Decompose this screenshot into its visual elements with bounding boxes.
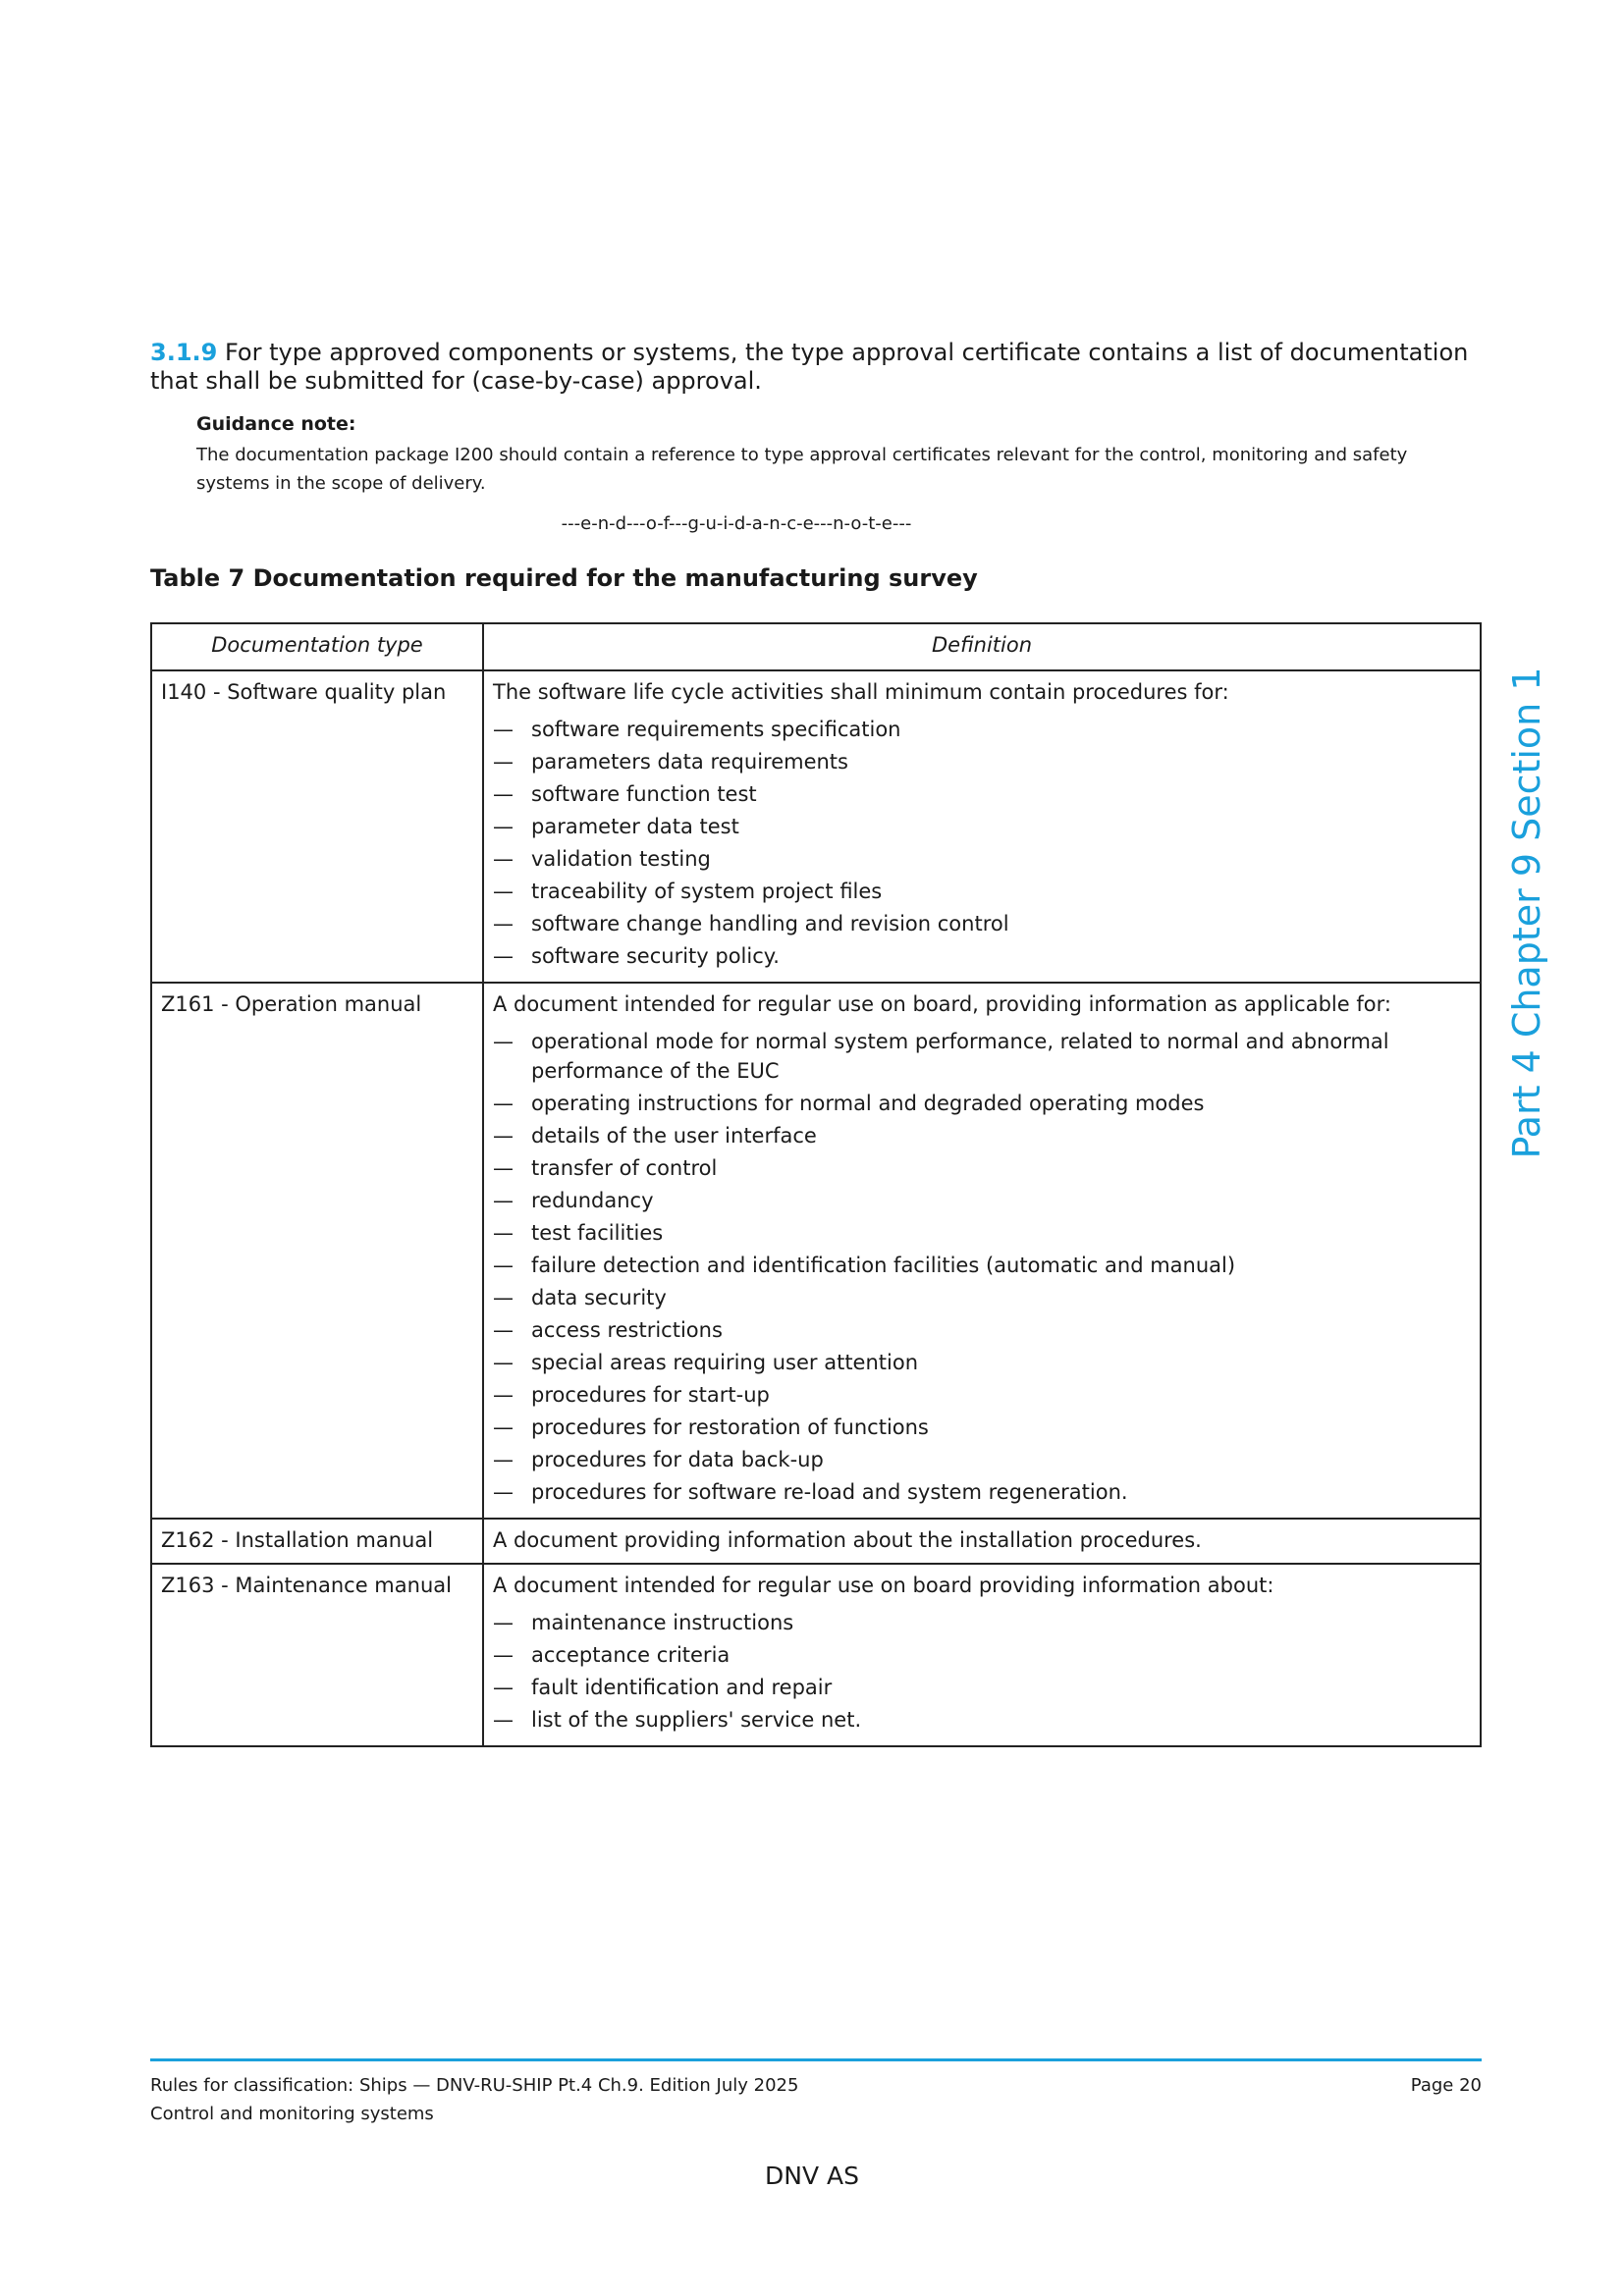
- definition-cell: [483, 1519, 1481, 1564]
- footer-document-title: Rules for classification: Ships — DNV-RU-SHIP Pt.4 Ch.9. Edition July 2025: [150, 2075, 799, 2096]
- section-side-title: Part 4 Chapter 9 Section 1: [1505, 667, 1548, 1159]
- footer-organization: DNV AS: [765, 2162, 859, 2190]
- guidance-heading: Guidance note:: [196, 413, 356, 435]
- list-item: — list of the suppliers' service net.: [493, 1705, 1471, 1735]
- list-item: — access restrictions: [493, 1315, 1471, 1345]
- list-item: — operating instructions for normal and degraded operating modes: [493, 1089, 1471, 1118]
- list-item: — software requirements specification: [493, 715, 1471, 744]
- definition-intro: A document intended for regular use on board, providing information as applicable for:: [493, 992, 1391, 1016]
- definition-cell: [483, 670, 1481, 983]
- doc-type-cell: Z162 - Installation manual: [151, 1519, 483, 1564]
- list-item: — software security policy.: [493, 941, 1471, 971]
- list-item: — traceability of system project files: [493, 877, 1471, 906]
- definition-intro: The software life cycle activities shall minimum contain procedures for:: [493, 680, 1229, 704]
- paragraph-3-1-9: [150, 339, 1495, 396]
- page-number: Page 20: [1410, 2075, 1482, 2096]
- paragraph-text: For type approved components or systems, the type approval certificate contains a list of documentation that shall be submitted for (case-by-case) approval.: [150, 339, 1469, 395]
- doc-type-cell: Z163 - Maintenance manual: [151, 1564, 483, 1746]
- list-item: — validation testing: [493, 844, 1471, 874]
- list-item: — procedures for data back-up: [493, 1445, 1471, 1474]
- list-item: — parameters data requirements: [493, 747, 1471, 776]
- guidance-text: The documentation package I200 should contain a reference to type approval certificates relevant for the control, monitoring and safety systems in the scope of delivery.: [196, 445, 1408, 494]
- list-item: — procedures for restoration of functions: [493, 1413, 1471, 1442]
- definition-intro: A document providing information about the installation procedures.: [493, 1528, 1202, 1552]
- list-item: — special areas requiring user attention: [493, 1348, 1471, 1377]
- list-item: — parameter data test: [493, 812, 1471, 841]
- table-row: [151, 983, 1481, 1519]
- definition-list: [493, 715, 1471, 971]
- table-header-row: [151, 623, 1481, 670]
- list-item: — procedures for start-up: [493, 1380, 1471, 1410]
- table-row: [151, 670, 1481, 983]
- list-item: — details of the user interface: [493, 1121, 1471, 1150]
- list-item: — redundancy: [493, 1186, 1471, 1215]
- list-item: — procedures for software re-load and system regeneration.: [493, 1477, 1471, 1507]
- list-item: — test facilities: [493, 1218, 1471, 1248]
- definition-list: [493, 1027, 1471, 1507]
- paragraph-number: 3.1.9: [150, 339, 218, 366]
- list-item: — data security: [493, 1283, 1471, 1312]
- list-item: — operational mode for normal system performance, related to normal and abnormal performance of the EUC: [493, 1027, 1471, 1086]
- footer-document-subtitle: Control and monitoring systems: [150, 2104, 434, 2124]
- table-row: [151, 1564, 1481, 1746]
- list-item: — failure detection and identification facilities (automatic and manual): [493, 1251, 1471, 1280]
- definition-intro: A document intended for regular use on board providing information about:: [493, 1574, 1274, 1597]
- documentation-table: [150, 622, 1482, 1747]
- list-item: — acceptance criteria: [493, 1640, 1471, 1670]
- footer-divider: [150, 2058, 1482, 2061]
- table-row: [151, 1519, 1481, 1564]
- definition-list: [493, 1608, 1471, 1735]
- list-item: — software function test: [493, 779, 1471, 809]
- definition-cell: [483, 983, 1481, 1519]
- header-definition: Definition: [483, 623, 1481, 670]
- doc-type-cell: I140 - Software quality plan: [151, 670, 483, 983]
- list-item: — fault identification and repair: [493, 1673, 1471, 1702]
- list-item: — transfer of control: [493, 1153, 1471, 1183]
- header-documentation-type: Documentation type: [151, 623, 483, 670]
- doc-type-cell: Z161 - Operation manual: [151, 983, 483, 1519]
- guidance-end-marker: ---e-n-d---o-f---g-u-i-d-a-n-c-e---n-o-t-e---: [561, 513, 912, 534]
- definition-cell: [483, 1564, 1481, 1746]
- table-title: Table 7 Documentation required for the manufacturing survey: [150, 564, 978, 592]
- list-item: — software change handling and revision control: [493, 909, 1471, 938]
- list-item: — maintenance instructions: [493, 1608, 1471, 1637]
- guidance-note: [196, 410, 1473, 538]
